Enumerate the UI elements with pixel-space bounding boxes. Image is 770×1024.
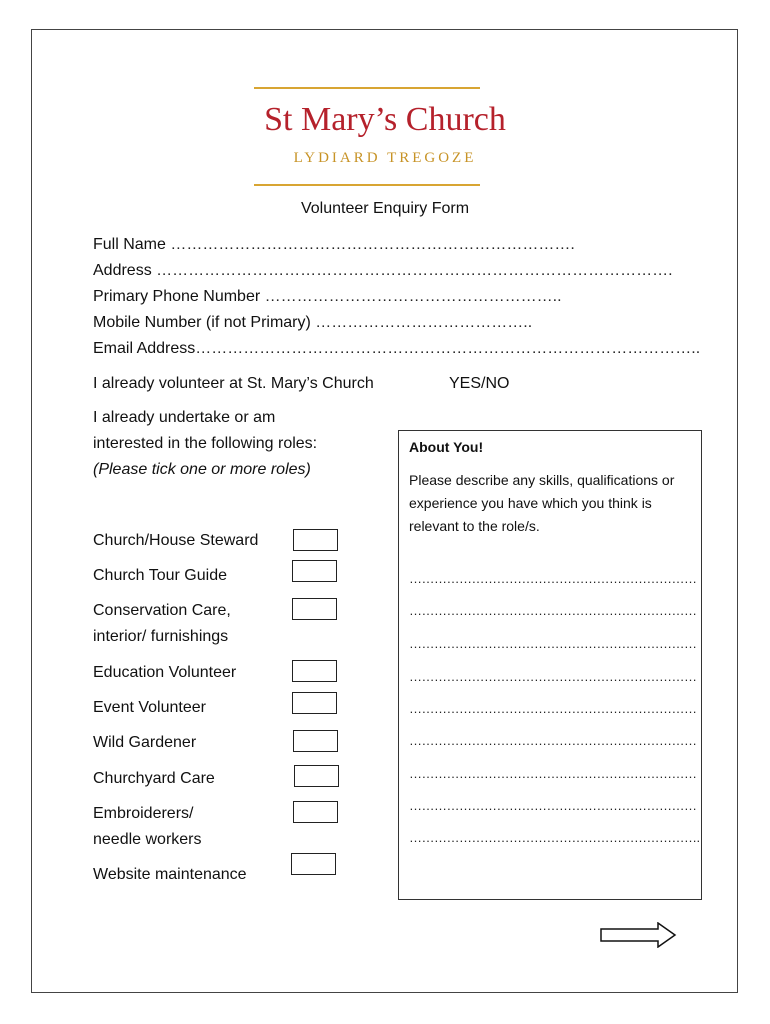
role-checkbox-website-maintenance[interactable]: [291, 853, 336, 875]
role-education-volunteer: [93, 660, 236, 686]
role-checkbox-church-tour-guide[interactable]: [292, 560, 337, 582]
address-field[interactable]: [93, 261, 673, 281]
about-answer-line[interactable]: ……………………………………………………………: [409, 798, 697, 813]
role-checkbox-conservation-care[interactable]: [292, 598, 337, 620]
address-dots[interactable]: …………………………………………………………………………………….: [151, 262, 673, 279]
role-label: Event Volunteer: [93, 699, 206, 716]
role-conservation-care: [93, 598, 231, 650]
role-website-maintenance: [93, 862, 247, 888]
role-church-house-steward: [93, 528, 258, 554]
role-embroiderers: [93, 801, 202, 853]
header-rule-top: [254, 87, 480, 89]
yes-no-answer[interactable]: YES/NO: [449, 375, 510, 392]
primary-phone-field[interactable]: [93, 287, 562, 307]
role-label-line2: needle workers: [93, 831, 202, 848]
address-label: Address: [93, 262, 152, 279]
church-name: St Mary’s Church: [264, 101, 506, 138]
role-checkbox-embroiderers[interactable]: [293, 801, 338, 823]
full-name-dots[interactable]: ………………………………………………………………….: [165, 236, 575, 253]
about-answer-line[interactable]: ……………………………………………………………: [409, 603, 697, 618]
role-checkbox-church-house-steward[interactable]: [293, 529, 338, 551]
role-churchyard-care: [93, 766, 215, 792]
form-title: Volunteer Enquiry Form: [300, 200, 470, 217]
about-answer-line[interactable]: ……………………………………………………………: [409, 669, 697, 684]
about-answer-line[interactable]: ……………………………………………………………: [409, 571, 697, 586]
role-checkbox-event-volunteer[interactable]: [292, 692, 337, 714]
role-label: Education Volunteer: [93, 664, 237, 681]
email-dots[interactable]: …………………………………………………………………………………..: [195, 340, 701, 357]
roles-intro-line1: I already undertake or am: [93, 409, 276, 426]
full-name-field[interactable]: [93, 235, 575, 255]
role-label-line2: interior/ furnishings: [93, 628, 229, 645]
about-answer-line[interactable]: ……………………………………………………………: [409, 701, 697, 716]
full-name-label: Full Name: [93, 236, 166, 253]
role-church-tour-guide: [93, 563, 227, 589]
arrow-right-icon[interactable]: [600, 922, 678, 948]
role-wild-gardener: [93, 730, 196, 756]
role-label: Church Tour Guide: [93, 567, 227, 584]
role-label: Conservation Care,: [93, 602, 231, 619]
role-label: Embroiderers/: [93, 805, 194, 822]
roles-intro-line2: interested in the following roles:: [93, 435, 318, 452]
about-answer-line[interactable]: ……………………………………………………………: [409, 733, 697, 748]
role-event-volunteer: [93, 695, 206, 721]
role-label: Church/House Steward: [93, 532, 259, 549]
role-label: Website maintenance: [93, 866, 247, 883]
email-label: Email Address: [93, 340, 196, 357]
email-field[interactable]: [93, 339, 700, 359]
about-you-title: About You!: [409, 439, 484, 455]
about-you-box[interactable]: [398, 430, 702, 900]
primary-phone-label: Primary Phone Number: [93, 288, 261, 305]
church-location: LYDIARD TREGOZE: [293, 150, 477, 166]
mobile-number-field[interactable]: [93, 313, 532, 333]
already-volunteer-question: I already volunteer at St. Mary’s Church: [93, 375, 374, 392]
role-label: Churchyard Care: [93, 770, 215, 787]
about-answer-line[interactable]: ……………………………………………………………: [409, 636, 697, 651]
role-checkbox-education-volunteer[interactable]: [292, 660, 337, 682]
header-rule-bottom: [254, 184, 480, 186]
role-checkbox-wild-gardener[interactable]: [293, 730, 338, 752]
roles-intro-instruction: (Please tick one or more roles): [93, 461, 311, 478]
role-label: Wild Gardener: [93, 734, 197, 751]
mobile-number-dots[interactable]: …………………………………..: [310, 314, 533, 331]
about-you-prompt: Please describe any skills, qualifications or experience you have which you think is relevant to the role/s.: [409, 472, 675, 534]
primary-phone-dots[interactable]: ………………………………………………..: [260, 288, 562, 305]
about-answer-line[interactable]: ……………………………………………………………: [409, 766, 697, 781]
role-checkbox-churchyard-care[interactable]: [294, 765, 339, 787]
mobile-number-label: Mobile Number (if not Primary): [93, 314, 311, 331]
about-answer-line[interactable]: …………………………………………………………….: [409, 830, 700, 845]
